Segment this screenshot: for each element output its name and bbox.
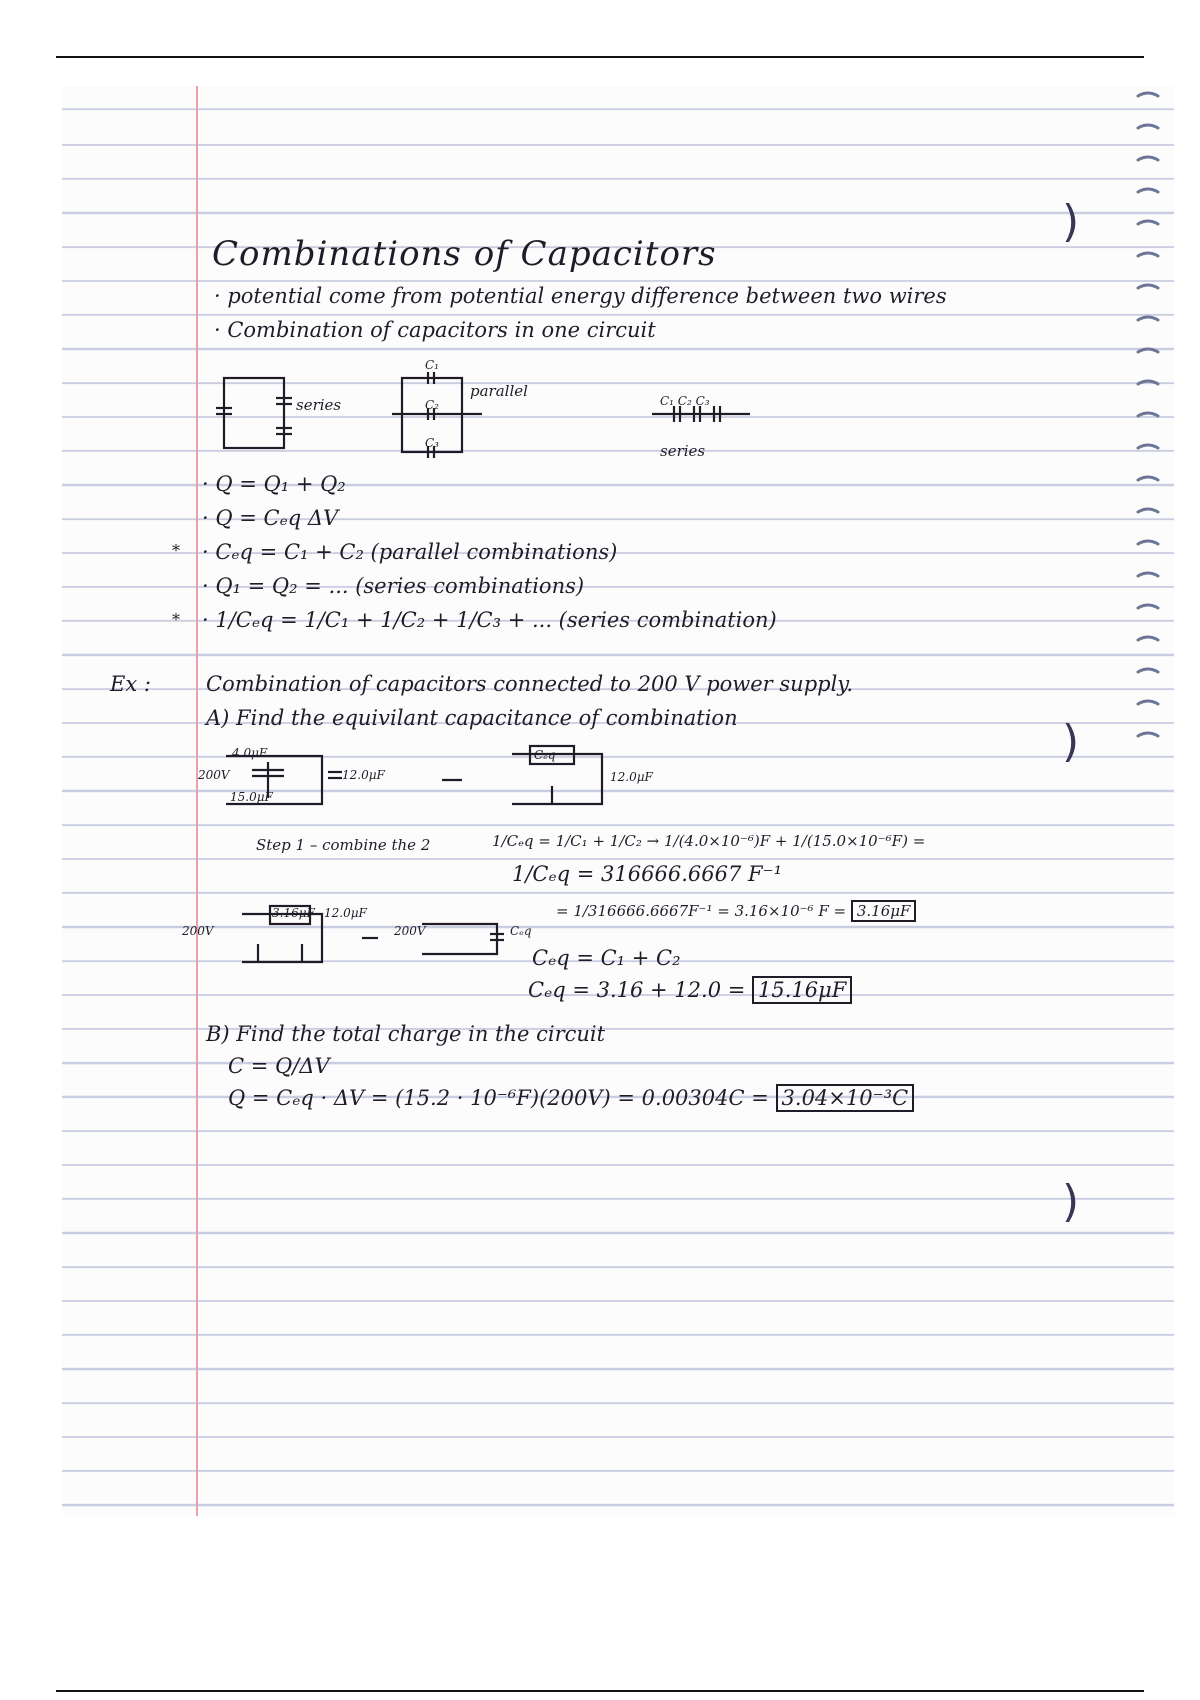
formula-star-3: * — [172, 541, 180, 560]
label-c2: C₂ — [425, 398, 439, 412]
equation-3-result: 3.16μF — [851, 900, 917, 922]
circuit1-c1: 4.0μF — [232, 746, 268, 760]
circuit1-voltage: 200V — [198, 768, 230, 782]
notebook-page — [62, 86, 1174, 1516]
equation-3 — [556, 902, 916, 920]
equation-7-result: 3.04×10⁻³C — [776, 1084, 915, 1112]
circuit1-c3: 12.0μF — [342, 768, 385, 782]
equation-7 — [228, 1086, 914, 1110]
formula-star-5: * — [172, 610, 180, 629]
formula-4: · Q₁ = Q₂ = ... (series combinations) — [202, 574, 585, 598]
hole-mark-top: ) — [1062, 196, 1080, 247]
equation-1: 1/Cₑq = 1/C₁ + 1/C₂ → 1/(4.0×10⁻⁶)F + 1/(15.0×10⁻⁶F) = — [492, 832, 926, 850]
step-1-note: Step 1 – combine the 2 — [256, 836, 431, 854]
equation-6: C = Q/ΔV — [228, 1054, 330, 1078]
series-label-left: series — [296, 396, 342, 414]
intro-line-1: · potential come from potential energy difference between two wires — [214, 284, 947, 308]
spiral-binding — [1130, 86, 1174, 846]
equation-2: 1/Cₑq = 316666.6667 F⁻¹ — [512, 862, 783, 886]
example-label: Ex : — [110, 672, 151, 696]
formula-2: · Q = Cₑq ΔV — [202, 506, 339, 530]
label-c1: C₁ — [425, 358, 439, 372]
intro-line-2: · Combination of capacitors in one circuit — [214, 318, 656, 342]
formula-5: · 1/Cₑq = 1/C₁ + 1/C₂ + 1/C₃ + ... (series combination) — [202, 608, 777, 632]
series-label-right: series — [660, 442, 706, 460]
label-c3: C₃ — [425, 436, 439, 450]
formula-1: · Q = Q₁ + Q₂ — [202, 472, 346, 496]
parallel-label: parallel — [470, 382, 528, 400]
equation-5-result: 15.16μF — [752, 976, 852, 1004]
circuit1-ceq: Cₑq — [534, 748, 556, 762]
margin-line — [196, 86, 198, 1516]
circuit2-voltage-b: 200V — [394, 924, 426, 938]
circuit2-c2: 12.0μF — [324, 906, 367, 920]
example-statement: Combination of capacitors connected to 200 V power supply. — [206, 672, 854, 696]
circuit2-voltage: 200V — [182, 924, 214, 938]
circuit1-c3b: 12.0μF — [610, 770, 653, 784]
equation-7-lhs: Q = Cₑq · ΔV = (15.2 · 10⁻⁶F)(200V) = 0.00304C = — [228, 1086, 769, 1110]
chain-labels: C₁ C₂ C₃ — [660, 394, 710, 408]
circuit1-c2: 15.0μF — [230, 790, 273, 804]
page-title: Combinations of Capacitors — [212, 234, 717, 274]
circuit-2 — [212, 904, 572, 984]
circuit2-ceq: Cₑq — [510, 924, 532, 938]
equation-5 — [528, 978, 852, 1002]
circuit2-c1: 3.16μF — [272, 906, 315, 920]
formula-3: · Cₑq = C₁ + C₂ (parallel combinations) — [202, 540, 618, 564]
part-a-question: A) Find the equivilant capacitance of combination — [206, 706, 738, 730]
part-b-question: B) Find the total charge in the circuit — [206, 1022, 606, 1046]
equation-4: Cₑq = C₁ + C₂ — [532, 946, 681, 970]
bottom-rule — [56, 1690, 1144, 1692]
hole-mark-bottom: ) — [1062, 1176, 1080, 1227]
hole-mark-middle: ) — [1062, 716, 1080, 767]
equation-3-lhs: = 1/316666.6667F⁻¹ = 3.16×10⁻⁶ F = — [556, 902, 847, 920]
equation-5-lhs: Cₑq = 3.16 + 12.0 = — [528, 978, 746, 1002]
circuit-1 — [212, 746, 732, 826]
top-rule — [56, 56, 1144, 58]
